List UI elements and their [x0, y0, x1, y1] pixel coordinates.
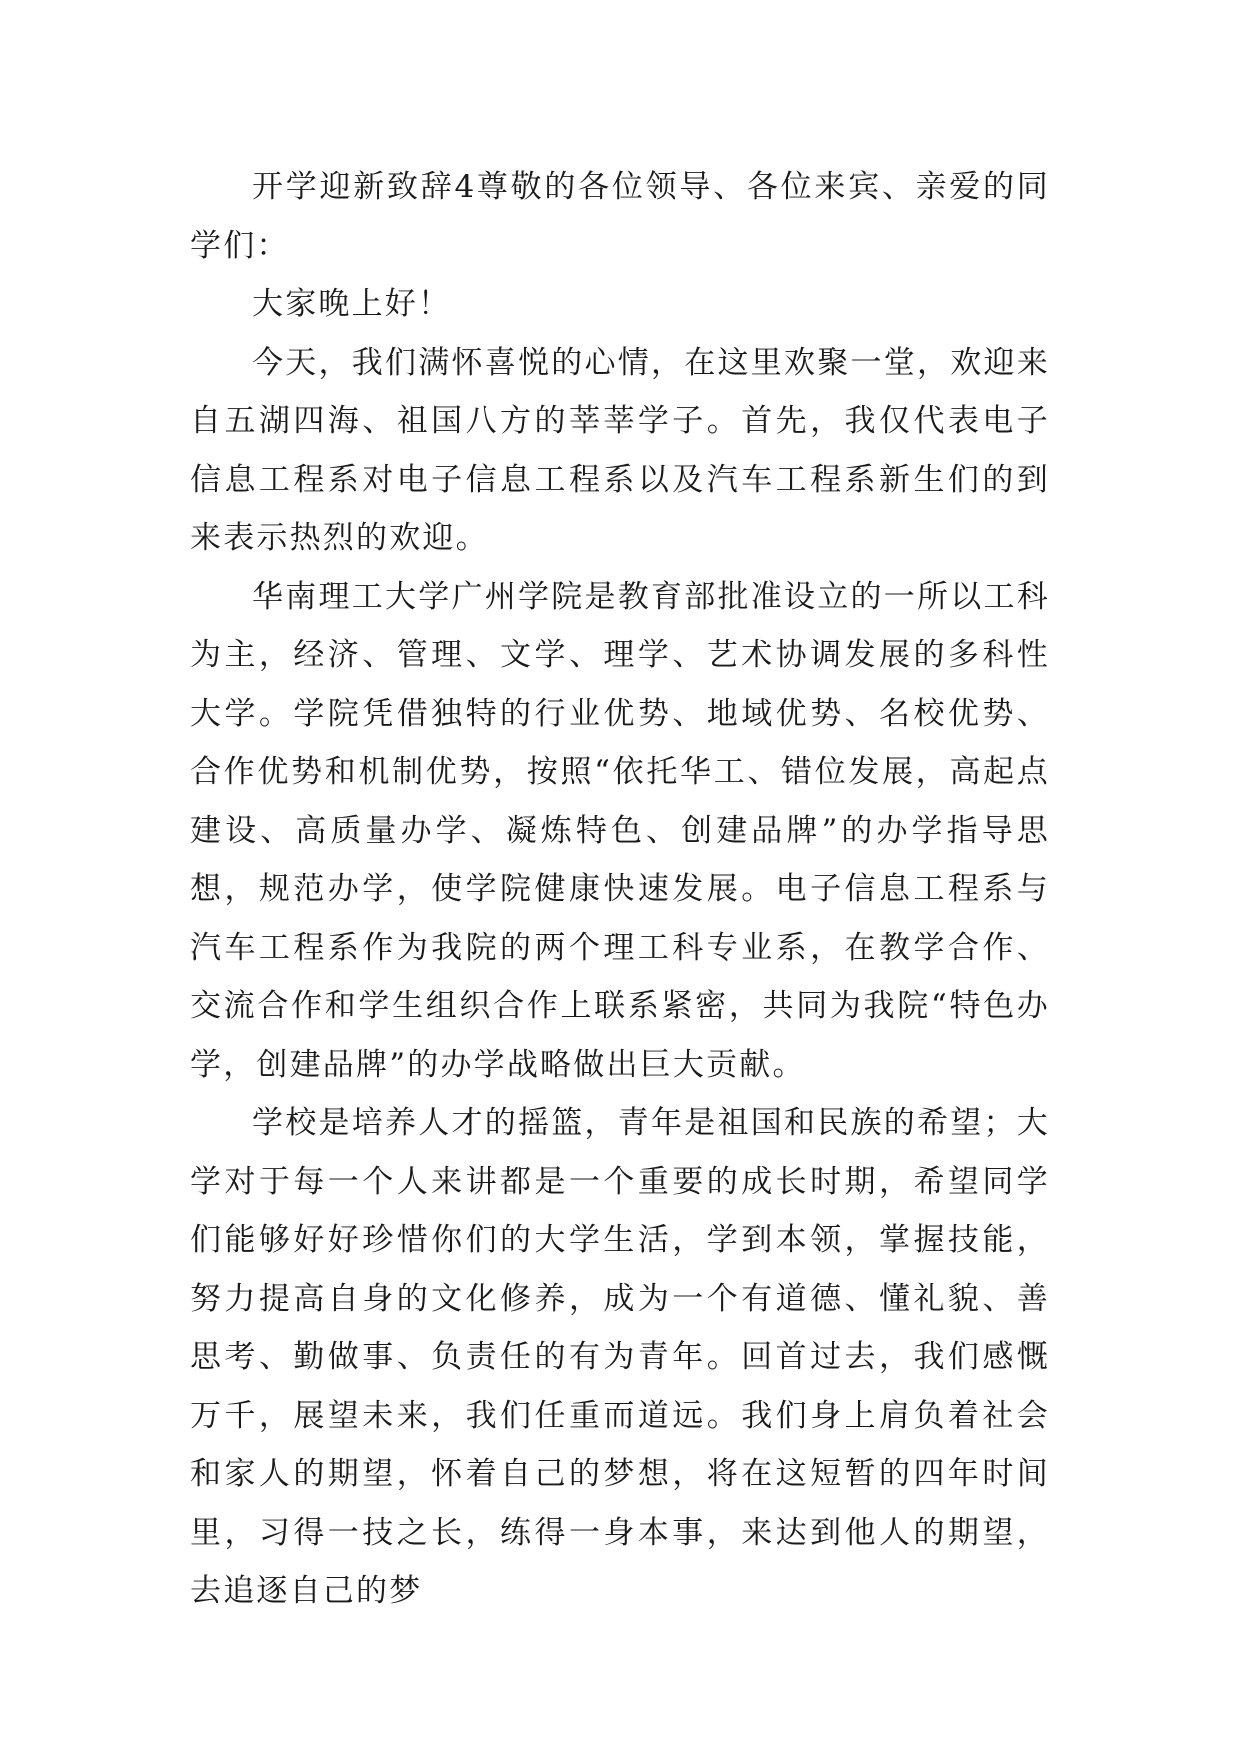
paragraph-welcome: 今天，我们满怀喜悦的心情，在这里欢聚一堂，欢迎来自五湖四海、祖国八方的莘莘学子。首先，我仅代表电子信息工程系对电子信息工程系以及汽车工程系新生们的到来表示热烈的欢迎。	[190, 344, 1050, 556]
document-body	[190, 158, 1050, 1621]
paragraph-greeting-title: 开学迎新致辞4尊敬的各位领导、各位来宾、亲爱的同学们：	[190, 169, 1050, 264]
paragraph-hopes: 学校是培养人才的摇篮，青年是祖国和民族的希望；大学对于每一个人来讲都是一个重要的成长时期，希望同学们能够好好珍惜你们的大学生活，学到本领，掌握技能，努力提高自身的文化修养，成为一个有道德、懂礼貌、善思考、勤做事、负责任的有为青年。回首过去，我们感慨万千，展望未来，我们任重而道远。我们身上肩负着社会和家人的期望，怀着自己的梦想，将在这短暂的四年时间里，习得一技之长，练得一身本事，来达到他人的期望，去追逐自己的梦	[190, 1105, 1050, 1609]
paragraph-college-intro: 华南理工大学广州学院是教育部批准设立的一所以工科为主，经济、管理、文学、理学、艺术协调发展的多科性大学。学院凭借独特的行业优势、地域优势、名校优势、合作优势和机制优势，按照“依托华工、错位发展，高起点建设、高质量办学、凝炼特色、创建品牌”的办学指导思想，规范办学，使学院健康快速发展。电子信息工程系与汽车工程系作为我院的两个理工科专业系，在教学合作、交流合作和学生组织合作上联系紧密，共同为我院“特色办学，创建品牌”的办学战略做出巨大贡献。	[190, 578, 1050, 1083]
paragraph-good-evening: 大家晚上好！	[252, 286, 452, 322]
